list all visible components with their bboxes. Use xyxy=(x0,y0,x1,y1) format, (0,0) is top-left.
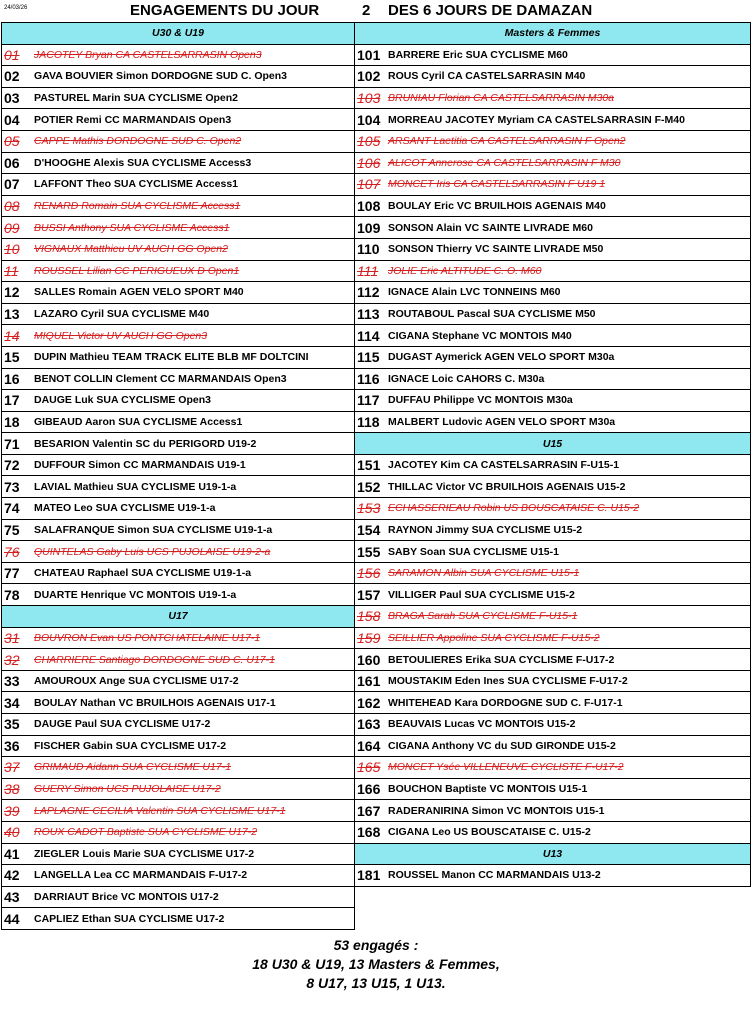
rider-entry: RADERANIRINA Simon VC MONTOIS U15-1 xyxy=(388,804,605,817)
bib-number: 14 xyxy=(4,327,20,344)
entry-row-withdrawn xyxy=(2,217,354,239)
bib-number: 18 xyxy=(4,413,20,430)
entry-row xyxy=(2,347,354,369)
rider-entry: AMOUROUX Ange SUA CYCLISME U17-2 xyxy=(34,675,239,688)
rider-entry: LAVIAL Mathieu SUA CYCLISME U19-1-a xyxy=(34,480,237,493)
bib-number: 78 xyxy=(4,586,20,603)
bib-number: 115 xyxy=(357,349,380,366)
rider-entry: DUFFOUR Simon CC MARMANDAIS U19-1 xyxy=(34,459,246,472)
section-label: U15 xyxy=(542,437,563,450)
bib-number: 167 xyxy=(357,802,381,819)
bib-number: 114 xyxy=(357,327,380,344)
section-header xyxy=(2,606,354,628)
entry-row xyxy=(355,779,750,801)
bib-number: 164 xyxy=(357,737,381,754)
title-engagements: ENGAGEMENTS DU JOUR xyxy=(130,2,320,19)
rider-entry: LANGELLA Lea CC MARMANDAIS F-U17-2 xyxy=(34,869,248,882)
entry-row-withdrawn xyxy=(355,261,750,283)
entry-row xyxy=(2,455,354,477)
bib-number: 168 xyxy=(357,824,381,841)
entry-row-withdrawn xyxy=(355,174,750,196)
entry-row xyxy=(355,692,750,714)
rider-entry: DUARTE Henrique VC MONTOIS U19-1-a xyxy=(34,588,237,601)
rider-entry: SALAFRANQUE Simon SUA CYCLISME U19-1-a xyxy=(34,523,273,536)
bib-number: 13 xyxy=(4,306,20,323)
page-header xyxy=(0,0,752,22)
rider-entry: ALICOT Annerose CA CASTELSARRASIN F M30 xyxy=(388,156,621,169)
entry-row xyxy=(355,217,750,239)
rider-entry: IGNACE Loic CAHORS C. M30a xyxy=(388,372,545,385)
bib-number: 06 xyxy=(4,154,20,171)
bib-number: 152 xyxy=(357,478,381,495)
rider-entry: CIGANA Stephane VC MONTOIS M40 xyxy=(388,329,572,342)
bib-number: 159 xyxy=(357,629,381,646)
entry-row xyxy=(2,584,354,606)
entry-row xyxy=(2,433,354,455)
rider-entry: GUERY Simon UCS PUJOLAISE U17-2 xyxy=(34,783,221,796)
rider-entry: BOUVRON Evan US PONTCHATELAINE U17-1 xyxy=(34,631,261,644)
bib-number: 36 xyxy=(4,737,20,754)
entry-row-withdrawn xyxy=(2,757,354,779)
bib-number: 162 xyxy=(357,694,381,711)
entry-row xyxy=(355,476,750,498)
day-number: 2 xyxy=(362,2,371,19)
rider-entry: LAFFONT Theo SUA CYCLISME Access1 xyxy=(34,178,239,191)
entry-row xyxy=(2,282,354,304)
entry-row-withdrawn xyxy=(355,153,750,175)
bib-number: 111 xyxy=(357,262,379,279)
entry-row-withdrawn xyxy=(2,196,354,218)
rider-entry: BETOULIERES Erika SUA CYCLISME F-U17-2 xyxy=(388,653,615,666)
rider-entry: CIGANA Anthony VC du SUD GIRONDE U15-2 xyxy=(388,739,616,752)
entry-row-withdrawn xyxy=(2,779,354,801)
rider-entry: GIBEAUD Aaron SUA CYCLISME Access1 xyxy=(34,415,243,428)
bib-number: 160 xyxy=(357,651,381,668)
entry-row xyxy=(2,174,354,196)
entry-row xyxy=(2,865,354,887)
bib-number: 181 xyxy=(357,867,381,884)
rider-entry: BOUCHON Baptiste VC MONTOIS U15-1 xyxy=(388,783,588,796)
bib-number: 31 xyxy=(4,629,20,646)
rider-entry: ARSANT Laetitia CA CASTELSARRASIN F Open2 xyxy=(388,135,626,148)
title-event: DES 6 JOURS DE DAMAZAN xyxy=(388,2,593,19)
entry-row-withdrawn xyxy=(355,606,750,628)
entry-row xyxy=(2,520,354,542)
rider-entry: MONCET Ysée VILLENEUVE CYCLISTE F-U17-2 xyxy=(388,761,624,774)
bib-number: 38 xyxy=(4,781,20,798)
rider-entry: ROUS Cyril CA CASTELSARRASIN M40 xyxy=(388,70,586,83)
entry-row xyxy=(355,714,750,736)
bib-number: 10 xyxy=(4,241,20,258)
bib-number: 02 xyxy=(4,68,20,85)
rider-entry: ROUX CADOT Baptiste SUA CYCLISME U17-2 xyxy=(34,826,258,839)
entry-row-withdrawn xyxy=(2,45,354,67)
bib-number: 44 xyxy=(4,910,20,927)
bib-number: 116 xyxy=(357,370,380,387)
entry-row xyxy=(355,304,750,326)
bib-number: 71 xyxy=(4,435,20,452)
bib-number: 37 xyxy=(4,759,20,776)
rider-entry: BRAGA Sarah SUA CYCLISME F-U15-1 xyxy=(388,610,578,623)
rider-entry: CAPLIEZ Ethan SUA CYCLISME U17-2 xyxy=(34,912,225,925)
rider-entry: LAPLAGNE CECILIA Valentin SUA CYCLISME U17-1 xyxy=(34,804,286,817)
rider-entry: BOULAY Nathan VC BRUILHOIS AGENAIS U17-1 xyxy=(34,696,276,709)
section-label: Masters & Femmes xyxy=(504,27,601,40)
entry-row xyxy=(2,671,354,693)
rider-entry: GRIMAUD Aidann SUA CYCLISME U17-1 xyxy=(34,761,232,774)
entry-row xyxy=(355,800,750,822)
entry-row-withdrawn xyxy=(355,757,750,779)
rider-entry: ECHASSERIEAU Robin US BOUSCATAISE C. U15-2 xyxy=(388,502,640,515)
entry-row xyxy=(2,109,354,131)
entry-row-withdrawn xyxy=(2,239,354,261)
bib-number: 157 xyxy=(357,586,381,603)
rider-entry: BARRERE Eric SUA CYCLISME M60 xyxy=(388,48,568,61)
rider-entry: BEAUVAIS Lucas VC MONTOIS U15-2 xyxy=(388,718,576,731)
bib-number: 104 xyxy=(357,111,381,128)
rider-entry: MONCET Iris CA CASTELSARRASIN F U19 1 xyxy=(388,178,606,191)
rider-entry: MIQUEL Victor UV AUCH GG Open3 xyxy=(34,329,208,342)
bib-number: 07 xyxy=(4,176,20,193)
entry-row xyxy=(355,520,750,542)
bib-number: 09 xyxy=(4,219,20,236)
entry-row-withdrawn xyxy=(2,261,354,283)
bib-number: 16 xyxy=(4,370,20,387)
bib-number: 72 xyxy=(4,457,20,474)
bib-number: 11 xyxy=(4,262,19,279)
entry-row-withdrawn xyxy=(2,628,354,650)
rider-entry: JOLIE Eric ALTITUDE C. O. M60 xyxy=(388,264,542,277)
entry-row-withdrawn xyxy=(355,628,750,650)
rider-entry: ROUSSEL Lilian CC PERIGUEUX D Open1 xyxy=(34,264,240,277)
rider-entry: VIGNAUX Matthieu UV AUCH GG Open2 xyxy=(34,243,228,256)
entry-row xyxy=(355,390,750,412)
bib-number: 102 xyxy=(357,68,381,85)
rider-entry: SONSON Alain VC SAINTE LIVRADE M60 xyxy=(388,221,593,234)
rider-entry: WHITEHEAD Kara DORDOGNE SUD C. F-U17-1 xyxy=(388,696,623,709)
entry-row xyxy=(2,66,354,88)
entry-row xyxy=(2,692,354,714)
summary-line-1: 53 engagés : xyxy=(333,937,419,953)
bib-number: 41 xyxy=(4,845,20,862)
rider-entry: DUPIN Mathieu TEAM TRACK ELITE BLB MF DOLTCINI xyxy=(34,351,309,364)
bib-number: 151 xyxy=(357,457,381,474)
rider-entry: VILLIGER Paul SUA CYCLISME U15-2 xyxy=(388,588,575,601)
entry-row-withdrawn xyxy=(355,88,750,110)
entry-row xyxy=(2,714,354,736)
entry-row-withdrawn xyxy=(355,498,750,520)
rider-entry: CHARRIERE Santiago DORDOGNE SUD C. U17-1 xyxy=(34,653,275,666)
rider-entry: RAYNON Jimmy SUA CYCLISME U15-2 xyxy=(388,523,583,536)
rider-entry: BOULAY Eric VC BRUILHOIS AGENAIS M40 xyxy=(388,200,606,213)
section-header xyxy=(355,844,750,866)
bib-number: 113 xyxy=(357,306,380,323)
bib-number: 75 xyxy=(4,521,20,538)
entry-row xyxy=(355,282,750,304)
rider-entry: FISCHER Gabin SUA CYCLISME U17-2 xyxy=(34,739,227,752)
bib-number: 155 xyxy=(357,543,381,560)
rider-entry: CIGANA Leo US BOUSCATAISE C. U15-2 xyxy=(388,826,591,839)
bib-number: 39 xyxy=(4,802,20,819)
entry-row-withdrawn xyxy=(2,541,354,563)
rider-entry: THILLAC Victor VC BRUILHOIS AGENAIS U15-2 xyxy=(388,480,626,493)
rider-entry: DUFFAU Philippe VC MONTOIS M30a xyxy=(388,394,573,407)
rider-entry: PASTUREL Marin SUA CYCLISME Open2 xyxy=(34,92,238,105)
entry-row xyxy=(2,304,354,326)
entry-row xyxy=(2,390,354,412)
entry-row xyxy=(355,239,750,261)
rider-entry: DARRIAUT Brice VC MONTOIS U17-2 xyxy=(34,891,219,904)
entry-row xyxy=(355,412,750,434)
entry-row xyxy=(355,66,750,88)
entry-row xyxy=(355,369,750,391)
entry-row-withdrawn xyxy=(2,325,354,347)
section-header xyxy=(355,23,750,45)
rider-entry: ROUTABOUL Pascal SUA CYCLISME M50 xyxy=(388,308,596,321)
rider-entry: SEILLIER Appoline SUA CYCLISME F-U15-2 xyxy=(388,631,600,644)
entry-row xyxy=(355,325,750,347)
bib-number: 32 xyxy=(4,651,20,668)
section-header xyxy=(355,433,750,455)
entry-row xyxy=(2,498,354,520)
bib-number: 110 xyxy=(357,241,380,258)
bib-number: 166 xyxy=(357,781,381,798)
bib-number: 101 xyxy=(357,46,381,63)
entry-row xyxy=(355,865,750,887)
section-header xyxy=(2,23,354,45)
section-label: U17 xyxy=(168,610,188,623)
rider-entry: MATEO Leo SUA CYCLISME U19-1-a xyxy=(34,502,216,515)
bib-number: 156 xyxy=(357,565,381,582)
rider-entry: LAZARO Cyril SUA CYCLISME M40 xyxy=(34,308,210,321)
entry-row xyxy=(2,412,354,434)
entry-row xyxy=(355,196,750,218)
rider-entry: RENARD Romain SUA CYCLISME Access1 xyxy=(34,200,241,213)
section-label: U30 & U19 xyxy=(152,27,204,40)
bib-number: 107 xyxy=(357,176,381,193)
entry-row xyxy=(355,347,750,369)
entry-row xyxy=(2,908,354,930)
rider-entry: QUINTELAS Gaby Luis UCS PUJOLAISE U19-2-a xyxy=(34,545,271,558)
rider-entry: CAPPE Mathis DORDOGNE SUD C. Open2 xyxy=(34,135,242,148)
entry-row xyxy=(355,541,750,563)
bib-number: 158 xyxy=(357,608,381,625)
rider-entry: CHATEAU Raphael SUA CYCLISME U19-1-a xyxy=(34,567,252,580)
right-entry-column xyxy=(354,22,751,887)
rider-entry: SARAMON Albin SUA CYCLISME U15-1 xyxy=(388,567,580,580)
bib-number: 43 xyxy=(4,889,20,906)
bib-number: 04 xyxy=(4,111,20,128)
entry-row xyxy=(355,736,750,758)
rider-entry: SABY Soan SUA CYCLISME U15-1 xyxy=(388,545,559,558)
summary-line-2: 18 U30 & U19, 13 Masters & Femmes, xyxy=(252,956,500,972)
summary-line-3: 8 U17, 13 U15, 1 U13. xyxy=(306,975,446,991)
rider-entry: ROUSSEL Manon CC MARMANDAIS U13-2 xyxy=(388,869,601,882)
rider-entry: GAVA BOUVIER Simon DORDOGNE SUD C. Open3 xyxy=(34,70,287,83)
entry-row xyxy=(355,822,750,844)
bib-number: 106 xyxy=(357,154,381,171)
summary xyxy=(0,936,752,993)
rider-entry: D'HOOGHE Alexis SUA CYCLISME Access3 xyxy=(34,156,252,169)
section-label: U13 xyxy=(542,847,563,860)
entry-row-withdrawn xyxy=(355,131,750,153)
bib-number: 154 xyxy=(357,521,381,538)
bib-number: 34 xyxy=(4,694,20,711)
bib-number: 163 xyxy=(357,716,381,733)
bib-number: 73 xyxy=(4,478,20,495)
entry-row-withdrawn xyxy=(355,563,750,585)
rider-entry: MORREAU JACOTEY Myriam CA CASTELSARRASIN F-M40 xyxy=(388,113,685,126)
left-entry-column xyxy=(1,22,355,930)
bib-number: 08 xyxy=(4,198,20,215)
rider-entry: SALLES Romain AGEN VELO SPORT M40 xyxy=(34,286,244,299)
bib-number: 12 xyxy=(4,284,20,301)
rider-entry: MALBERT Ludovic AGEN VELO SPORT M30a xyxy=(388,415,616,428)
bib-number: 74 xyxy=(4,500,20,517)
bib-number: 161 xyxy=(357,673,381,690)
rider-entry: SONSON Thierry VC SAINTE LIVRADE M50 xyxy=(388,243,604,256)
entry-row xyxy=(355,584,750,606)
bib-number: 40 xyxy=(4,824,20,841)
rider-entry: IGNACE Alain LVC TONNEINS M60 xyxy=(388,286,561,299)
rider-entry: DAUGE Luk SUA CYCLISME Open3 xyxy=(34,394,211,407)
entry-row xyxy=(355,455,750,477)
bib-number: 05 xyxy=(4,133,20,150)
bib-number: 103 xyxy=(357,90,381,107)
bib-number: 105 xyxy=(357,133,381,150)
entry-row xyxy=(355,109,750,131)
bib-number: 165 xyxy=(357,759,381,776)
entry-row xyxy=(2,844,354,866)
rider-entry: BENOT COLLIN Clement CC MARMANDAIS Open3 xyxy=(34,372,287,385)
entry-row xyxy=(355,45,750,67)
bib-number: 03 xyxy=(4,90,20,107)
entry-row xyxy=(2,736,354,758)
bib-number: 77 xyxy=(4,565,20,582)
bib-number: 118 xyxy=(357,413,380,430)
entry-row xyxy=(2,887,354,909)
bib-number: 42 xyxy=(4,867,20,884)
bib-number: 76 xyxy=(4,543,20,560)
rider-entry: DAUGE Paul SUA CYCLISME U17-2 xyxy=(34,718,211,731)
bib-number: 35 xyxy=(4,716,20,733)
rider-entry: BUSSI Anthony SUA CYCLISME Access1 xyxy=(34,221,230,234)
bib-number: 33 xyxy=(4,673,20,690)
rider-entry: MOUSTAKIM Eden Ines SUA CYCLISME F-U17-2 xyxy=(388,675,628,688)
entry-row-withdrawn xyxy=(2,649,354,671)
bib-number: 01 xyxy=(4,46,20,63)
rider-entry: JACOTEY Bryan CA CASTELSARRASIN Open3 xyxy=(34,48,262,61)
print-date: 24/03/26 xyxy=(4,5,28,11)
entry-row xyxy=(2,88,354,110)
bib-number: 153 xyxy=(357,500,381,517)
entry-row-withdrawn xyxy=(2,800,354,822)
bib-number: 117 xyxy=(357,392,380,409)
rider-entry: ZIEGLER Louis Marie SUA CYCLISME U17-2 xyxy=(34,847,255,860)
rider-entry: DUGAST Aymerick AGEN VELO SPORT M30a xyxy=(388,351,615,364)
rider-entry: POTIER Remi CC MARMANDAIS Open3 xyxy=(34,113,232,126)
rider-entry: BESARION Valentin SC du PERIGORD U19-2 xyxy=(34,437,257,450)
entry-row-withdrawn xyxy=(2,131,354,153)
entry-row-withdrawn xyxy=(2,822,354,844)
bib-number: 112 xyxy=(357,284,380,301)
entry-row xyxy=(355,671,750,693)
entry-row xyxy=(2,563,354,585)
entry-row xyxy=(2,153,354,175)
bib-number: 108 xyxy=(357,198,381,215)
bib-number: 15 xyxy=(4,349,20,366)
bib-number: 17 xyxy=(4,392,20,409)
entry-row xyxy=(2,369,354,391)
entry-row xyxy=(2,476,354,498)
rider-entry: JACOTEY Kim CA CASTELSARRASIN F-U15-1 xyxy=(388,459,620,472)
rider-entry: BRUNIAU Florian CA CASTELSARRASIN M30a xyxy=(388,92,615,105)
bib-number: 109 xyxy=(357,219,381,236)
entry-row xyxy=(355,649,750,671)
